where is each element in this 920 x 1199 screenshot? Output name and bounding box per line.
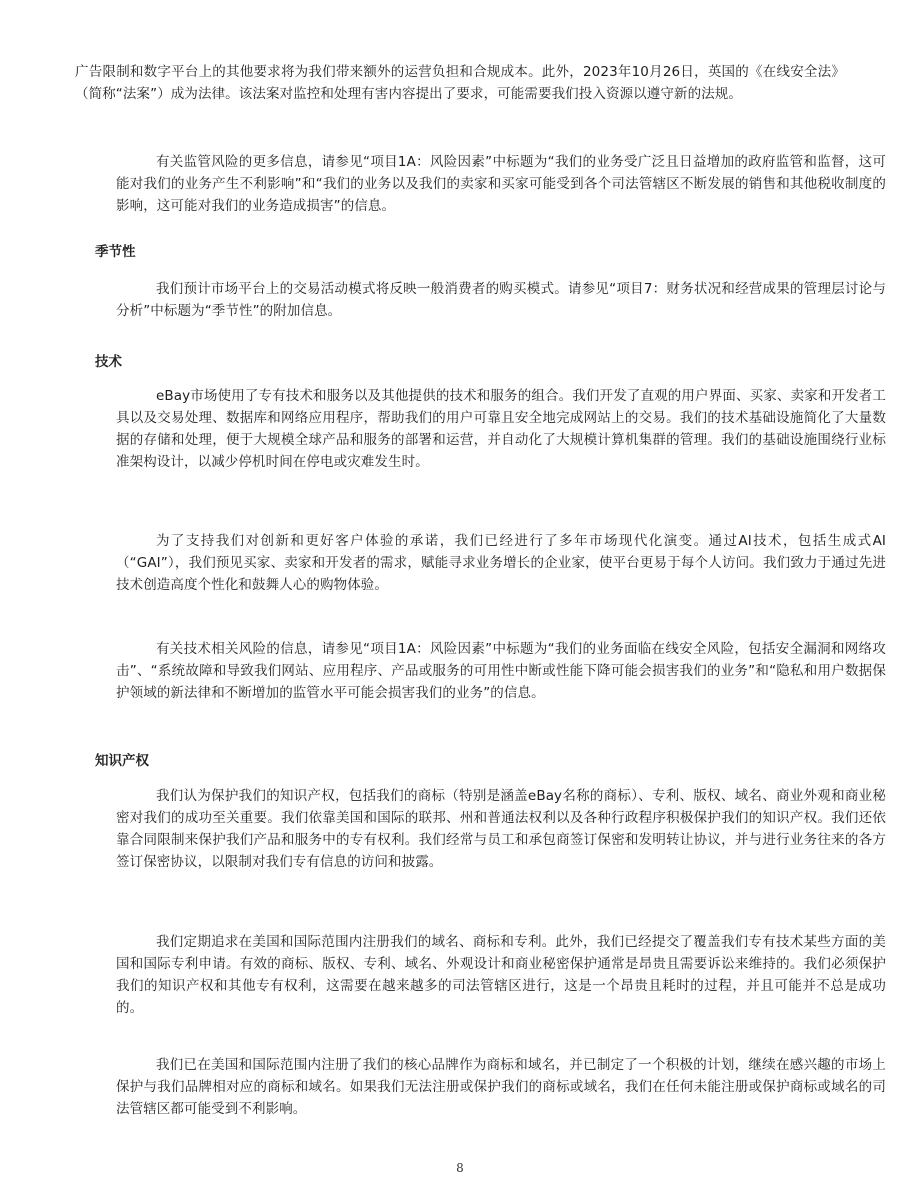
paragraph-text: 广告限制和数字平台上的其他要求将为我们带来额外的运营负担和合规成本。此外，2023年10月26日，英国的《在线安全法》（简称“法案”）成为法律。该法案对监控和处理有害内容提出了要求，可能需要我们投入资源以遵守新的法规。: [75, 64, 845, 102]
paragraph-text: 我们定期追求在美国和国际范围内注册我们的域名、商标和专利。此外，我们已经提交了覆盖我们专有技术某些方面的美国和国际专利申请。有效的商标、版权、专利、域名、外观设计和商业秘密保护通常是昂贵且需要诉讼来维持的。我们必须保护我们的知识产权和其他专有权利，这需要在越来越多的司法管辖区进行，这是一个昂贵且耗时的过程，并且可能并不总是成功的。: [116, 934, 886, 1016]
paragraph-text: 我们认为保护我们的知识产权，包括我们的商标（特别是涵盖eBay名称的商标）、专利、版权、域名、商业外观和商业秘密对我们的成功至关重要。我们依靠美国和国际的联邦、州和普通法权利以及各种行政程序积极保护我们的知识产权。我们还依靠合同限制来保护我们产品和服务中的专有权利。我们经常与员工和承包商签订保密和发明转让协议，并与进行业务往来的各方签订保密协议，以限制对我们专有信息的访问和披露。: [116, 788, 886, 870]
section-heading-seasonality: [95, 241, 395, 263]
section-heading-technology: [95, 351, 395, 373]
technology-paragraph-2: [116, 530, 886, 596]
ip-paragraph-2: [116, 931, 886, 1019]
paragraph-text: 有关监管风险的更多信息，请参见“项目1A：风险因素”中标题为“我们的业务受广泛且日益增加的政府监管和监督，这可能对我们的业务产生不利影响”和“我们的业务以及我们的卖家和买家可能受到各个司法管辖区不断发展的销售和其他税收制度的影响，这可能对我们的业务造成损害”的信息。: [116, 154, 886, 214]
heading-text: 知识产权: [95, 753, 149, 769]
technology-paragraph-1: [116, 385, 886, 473]
regulation-risk-paragraph: [116, 151, 886, 217]
heading-text: 季节性: [95, 244, 136, 260]
paragraph-text: 为了支持我们对创新和更好客户体验的承诺，我们已经进行了多年市场现代化演变。通过AI技术，包括生成式AI（“GAI”），我们预见买家、卖家和开发者的需求，赋能寻求业务增长的企业家，使平台更易于每个人访问。我们致力于通过先进技术创造高度个性化和鼓舞人心的购物体验。: [116, 533, 886, 593]
ip-paragraph-3: [116, 1054, 886, 1120]
technology-risk-paragraph: [116, 638, 886, 704]
paragraph-text: 有关技术相关风险的信息，请参见“项目1A：风险因素”中标题为“我们的业务面临在线安全风险，包括安全漏洞和网络攻击”、“系统故障和导致我们网站、应用程序、产品或服务的可用性中断或性能下降可能会损害我们的业务”和“隐私和用户数据保护领域的新法律和不断增加的监管水平可能会损害我们的业务”的信息。: [116, 641, 886, 701]
paragraph-text: 我们已在美国和国际范围内注册了我们的核心品牌作为商标和域名，并已制定了一个积极的计划，继续在感兴趣的市场上保护与我们品牌相对应的商标和域名。如果我们无法注册或保护我们的商标或域名，我们在任何未能注册或保护商标或域名的司法管辖区都可能受到不利影响。: [116, 1057, 886, 1117]
heading-text: 技术: [95, 354, 122, 370]
page-number: 8: [456, 1161, 464, 1175]
regulation-paragraph-continued: [75, 61, 845, 105]
paragraph-text: eBay市场使用了专有技术和服务以及其他提供的技术和服务的组合。我们开发了直观的用户界面、买家、卖家和开发者工具以及交易处理、数据库和网络应用程序，帮助我们的用户可靠且安全地完成网站上的交易。我们的技术基础设施简化了大量数据的存储和处理，便于大规模全球产品和服务的部署和运营，并自动化了大规模计算机集群的管理。我们的基础设施围绕行业标准架构设计，以减少停机时间在停电或灾难发生时。: [116, 388, 886, 470]
seasonality-paragraph: [116, 278, 886, 322]
ip-paragraph-1: [116, 785, 886, 873]
paragraph-text: 我们预计市场平台上的交易活动模式将反映一般消费者的购买模式。请参见“项目7：财务状况和经营成果的管理层讨论与分析”中标题为“季节性”的附加信息。: [116, 281, 886, 319]
section-heading-intellectual-property: [95, 750, 395, 772]
